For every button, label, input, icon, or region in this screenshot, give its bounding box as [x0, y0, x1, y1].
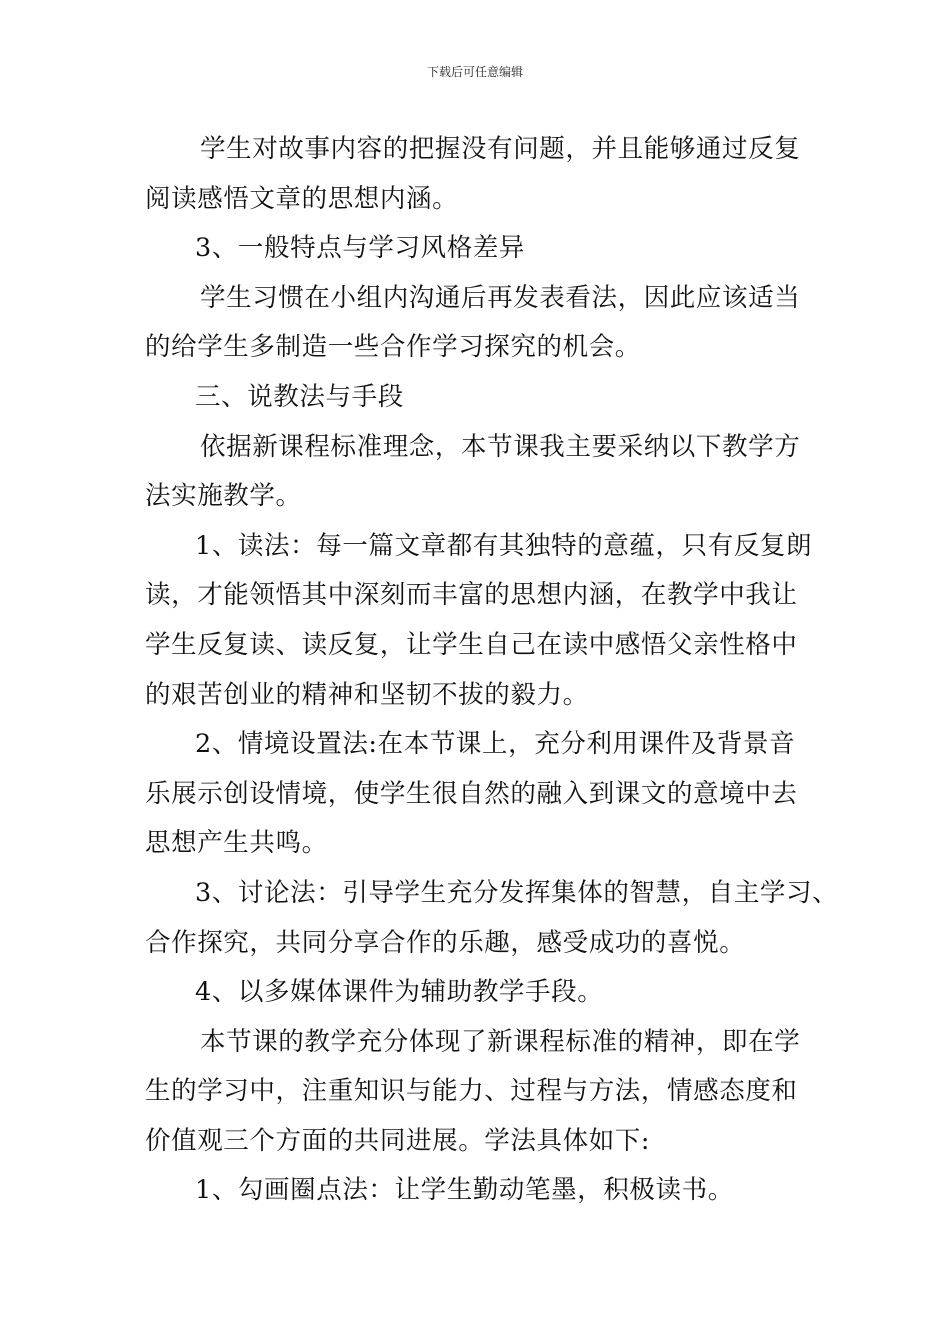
section-heading: 三、说教法与手段 — [195, 381, 404, 412]
paragraph-line: 学生习惯在小组内沟通后再发表看法，因此应该适当 — [200, 282, 801, 313]
paragraph-line: 本节课的教学充分体现了新课程标准的精神，即在学 — [200, 1026, 801, 1057]
paragraph-line: 的艰苦创业的精神和坚韧不拔的毅力。 — [145, 679, 589, 710]
section-heading: 3、一般特点与学习风格差异 — [195, 233, 526, 264]
page-header: 下载后可任意编辑 — [426, 65, 523, 79]
paragraph-line: 的给学生多制造一些合作学习探究的机会。 — [145, 332, 641, 363]
document-body — [145, 125, 839, 1216]
paragraph-line: 阅读感悟文章的思想内涵。 — [145, 183, 459, 214]
paragraph-line: 读，才能领悟其中深刻而丰富的思想内涵，在教学中我让 — [145, 580, 798, 611]
paragraph-line: 法实施教学。 — [145, 481, 302, 512]
paragraph-line: 1、读法：每一篇文章都有其独特的意蕴，只有反复朗 — [195, 530, 813, 561]
paragraph-line: 依据新课程标准理念，本节课我主要采纳以下教学方 — [200, 431, 801, 462]
paragraph-line: 价值观三个方面的共同进展。学法具体如下: — [145, 1125, 651, 1156]
paragraph-line: 2、情境设置法:在本节课上，充分利用课件及背景音 — [195, 729, 796, 760]
paragraph-line: 4、以多媒体课件为辅助教学手段。 — [195, 977, 604, 1008]
paragraph-line: 学生对故事内容的把握没有问题，并且能够通过反复 — [200, 134, 801, 164]
paragraph-line: 1、勾画圈点法：让学生勤动笔墨，积极读书。 — [195, 1175, 734, 1206]
paragraph-line: 思想产生共鸣。 — [145, 828, 328, 859]
paragraph-line: 3、讨论法：引导学生充分发挥集体的智慧，自主学习、 — [195, 877, 839, 908]
paragraph-line: 学生反复读、读反复，让学生自己在读中感悟父亲性格中 — [145, 629, 798, 660]
paragraph-line: 乐展示创设情境，使学生很自然的融入到课文的意境中去 — [145, 778, 798, 809]
paragraph-line: 合作探究，共同分享合作的乐趣，感受成功的喜悦。 — [145, 927, 746, 958]
paragraph-line: 生的学习中，注重知识与能力、过程与方法，情感态度和 — [145, 1076, 798, 1107]
